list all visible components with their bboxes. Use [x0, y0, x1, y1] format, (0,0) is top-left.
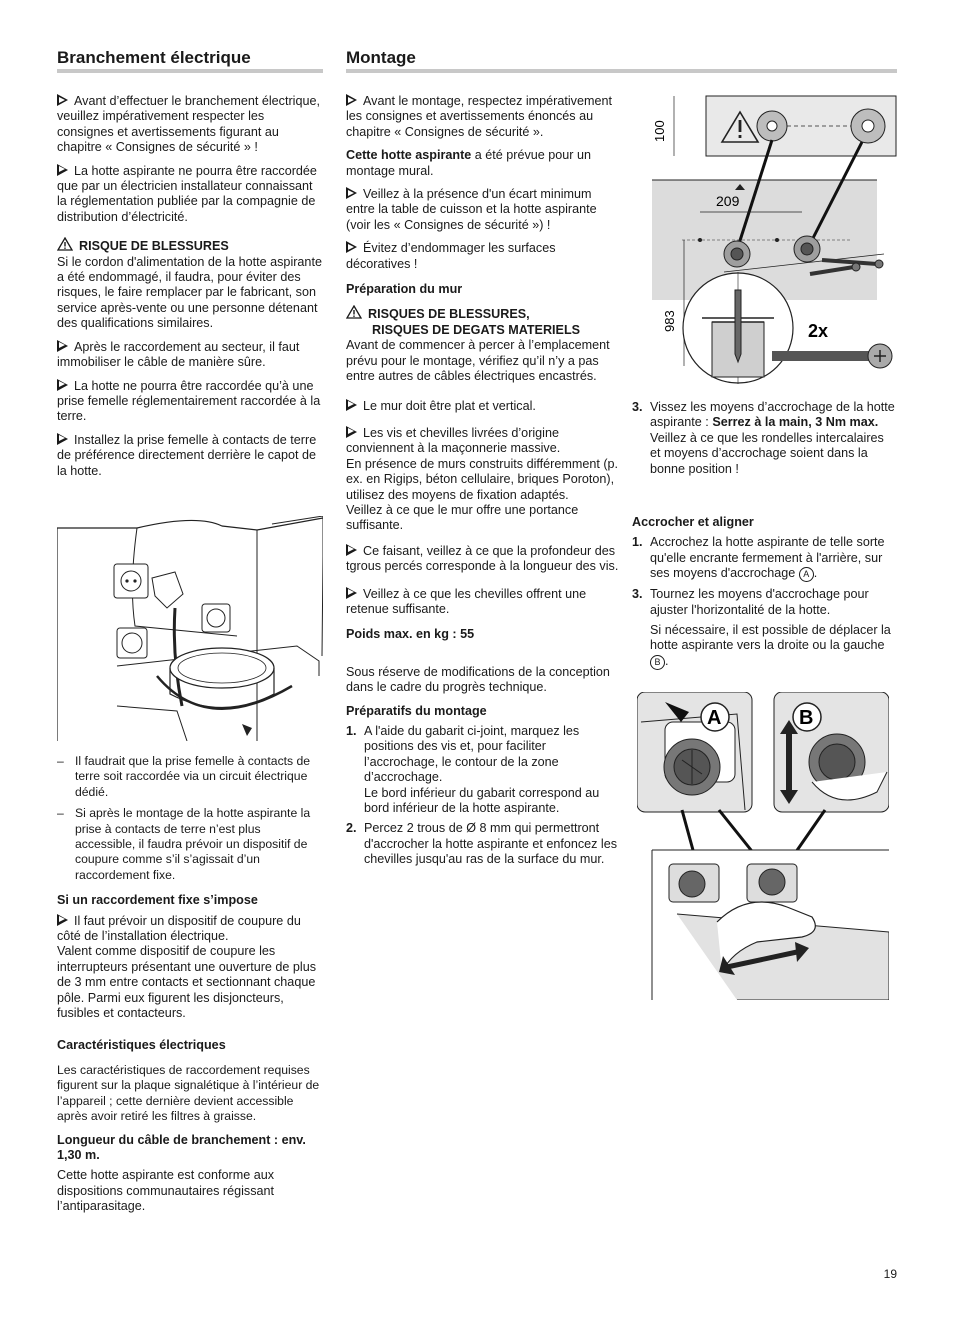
- section-heading-mounting: Montage: [346, 48, 416, 67]
- subheading-wall-prep: Préparation du mur: [346, 282, 463, 297]
- quantity-2x-label: 2x: [808, 321, 829, 341]
- dimension-983-label: 983: [662, 310, 677, 332]
- para-electrical-specs: Les caractéristiques de raccordement requises figurent sur la plaque signalétique à l’intérieur de l’appareil ; cette dernière devient accessible après avoir retiré les filtres à graisse.: [57, 1062, 320, 1124]
- para-immobilize-cable: Après le raccordement au secteur, il faut immobiliser le câble de manière sûre.: [57, 339, 300, 370]
- section-heading-electrical: Branchement électrique: [57, 48, 251, 67]
- risk-block-wall: RISQUES DE BLESSURES, RISQUES DE DEGATS MATERIELS Avant de commencer à percer à l’emplacement prévu pour le montage, vérifiez qu’il n’y a pas entre autres de câbles électriques encastrés.: [346, 307, 610, 384]
- label-b: B: [799, 707, 814, 729]
- triangle-bullet-icon: [346, 544, 357, 556]
- heading-rule: [346, 69, 897, 73]
- dimension-209-label: 209: [716, 193, 740, 209]
- label-a: A: [707, 707, 722, 729]
- step-3-screw-hooks: 3. Vissez les moyens d’accrochage de la hotte aspirante : Serrez à la main, 3 Nm max. Veillez à ce que les rondelles intercalaires et moyens d’accrochage soient dans la bonne position !: [632, 400, 895, 476]
- wall-mount-dimension-figure: [632, 94, 897, 394]
- para-hole-depth: Ce faisant, veillez à ce que la profondeur des tgrous percés corresponde à la longueur des vis.: [346, 543, 619, 574]
- para-avoid-damage: Évitez d’endommager les surfaces décoratives !: [346, 241, 556, 271]
- step-2-drill: 2. Percez 2 trous de Ø 8 mm qui permettront d'accrocher la hotte aspirante et enfoncez les chevilles jusqu'au ras de la surface du mur.: [346, 821, 618, 867]
- para-screws-dowels: Les vis et chevilles livrées d’origine conviennent à la maçonnerie massive. En présence de murs construits différemment (p. ex. en Rigips, béton cellulaire, briques Poroton), utilisez des moyens de fixation adaptés. Veillez à ce que le mur offre une portance suffisante.: [346, 425, 619, 533]
- triangle-bullet-icon: [57, 340, 68, 352]
- subheading-hang-align: Accrocher et aligner: [632, 515, 754, 530]
- risk-block: RISQUE DE BLESSURES Si le cordon d'alimentation de la hotte aspirante a été endommagé, il faudra, pour éviter des risques, le faire remplacer par le fabricant, son service après-vente ou une personne détenant des qualifications similaires.: [57, 239, 322, 331]
- marker-b-icon: B: [650, 655, 665, 670]
- triangle-bullet-icon: [346, 587, 357, 599]
- triangle-bullet-icon: [57, 433, 68, 445]
- para-electrician: La hotte aspirante ne pourra être raccordée que par un électricien installateur connaissant la réglementation publiée par la compagnie de distribution d’électricité.: [57, 163, 317, 224]
- triangle-bullet-icon: [346, 399, 357, 411]
- para-wall-flat: Le mur doit être plat et vertical.: [346, 399, 622, 414]
- step-1-hang: 1. Accrochez la hotte aspirante de telle sorte qu'elle encrante fermement à l'arrière, sur ses moyens d'accrochage A .: [632, 535, 885, 581]
- step-3-adjust: 3. Tournez les moyens d'accrochage pour ajuster l'horizontalité de la hotte. Si nécessaire, il est possible de déplacer la hotte aspirante vers la droite ou la gauche B .: [632, 587, 891, 668]
- triangle-bullet-icon: [57, 164, 68, 176]
- heading-rule: [57, 69, 323, 73]
- para-conformity: Cette hotte aspirante est conforme aux dispositions communautaires régissant l’antiparasitage.: [57, 1168, 275, 1214]
- para-earthed-socket: La hotte ne pourra être raccordée qu’à une prise femelle réglementairement raccordée à la terre.: [57, 378, 321, 424]
- socket-illustration: [57, 516, 323, 741]
- triangle-bullet-icon: [346, 94, 357, 106]
- para-min-distance: Veillez à la présence d'un écart minimum entre la table de cuisson et la hotte aspirante (voir les « Consignes de sécurité ») !: [346, 187, 597, 232]
- para-design-reserve: Sous réserve de modifications de la conception dans le cadre du progrès technique.: [346, 664, 610, 695]
- warning-icon: [57, 237, 73, 251]
- triangle-bullet-icon: [346, 187, 357, 199]
- subheading-mounting-prep: Préparatifs du montage: [346, 703, 487, 718]
- hang-align-figure: [637, 692, 889, 1000]
- para-before-connection: Avant d’effectuer le branchement électrique, veuillez impérativement respecter les consignes et avertissements figurant au chapitre « Consignes de sécurité » !: [57, 94, 320, 155]
- dimension-100-label: 100: [652, 120, 667, 142]
- triangle-bullet-icon: [346, 426, 357, 438]
- max-weight: Poids max. en kg : 55: [346, 627, 475, 642]
- note-disconnect-device: – Si après le montage de la hotte aspirante la prise à contacts de terre n’est plus accessible, il faudra prévoir un dispositif de coupure comme s’il s’agissait d’un raccordement fixe.: [57, 806, 323, 883]
- para-wall-mounting: Cette hotte aspirante a été prévue pour un montage mural.: [346, 148, 591, 178]
- subheading-electrical-specs: Caractéristiques électriques: [57, 1037, 226, 1052]
- triangle-bullet-icon: [346, 241, 357, 253]
- marker-a-icon: A: [799, 567, 814, 582]
- warning-icon: [346, 305, 362, 319]
- para-dowel-hold: Veillez à ce que les chevilles offrent une retenue suffisante.: [346, 586, 587, 616]
- note-dedicated-circuit: – Il faudrait que la prise femelle à contacts de terre soit raccordée via un circuit électrique dédié.: [57, 754, 323, 800]
- page-number: 19: [883, 1267, 897, 1281]
- cable-length: Longueur du câble de branchement : env. 1,30 m.: [57, 1132, 306, 1162]
- para-fixed-connection: Il faut prévoir un dispositif de coupure du côté de l’installation électrique. Valent comme dispositif de coupure les interrupteurs présentant une ouverture de plus de 3 mm entre contacts et sectionnant chaque pôle. Parmi eux figurent les disjoncteurs, fusibles et contacteurs.: [57, 913, 317, 1021]
- triangle-bullet-icon: [57, 94, 68, 106]
- triangle-bullet-icon: [57, 379, 68, 391]
- para-before-mounting: Avant le montage, respectez impérativement les consignes et avertissements énoncés au chapitre « Consignes de sécurité ».: [346, 94, 612, 139]
- para-socket-position: Installez la prise femelle à contacts de terre de préférence directement derrière le capot de la hotte.: [57, 432, 317, 478]
- step-1-template: 1. A l'aide du gabarit ci-joint, marquez les positions des vis et, pour faciliter l’accrochage, le contour de la zone d’accrochage. Le bord inférieur du gabarit correspond au bord inférieur de la hotte aspirante.: [346, 724, 600, 816]
- triangle-bullet-icon: [57, 914, 68, 926]
- subheading-fixed-connection: Si un raccordement fixe s’impose: [57, 893, 258, 908]
